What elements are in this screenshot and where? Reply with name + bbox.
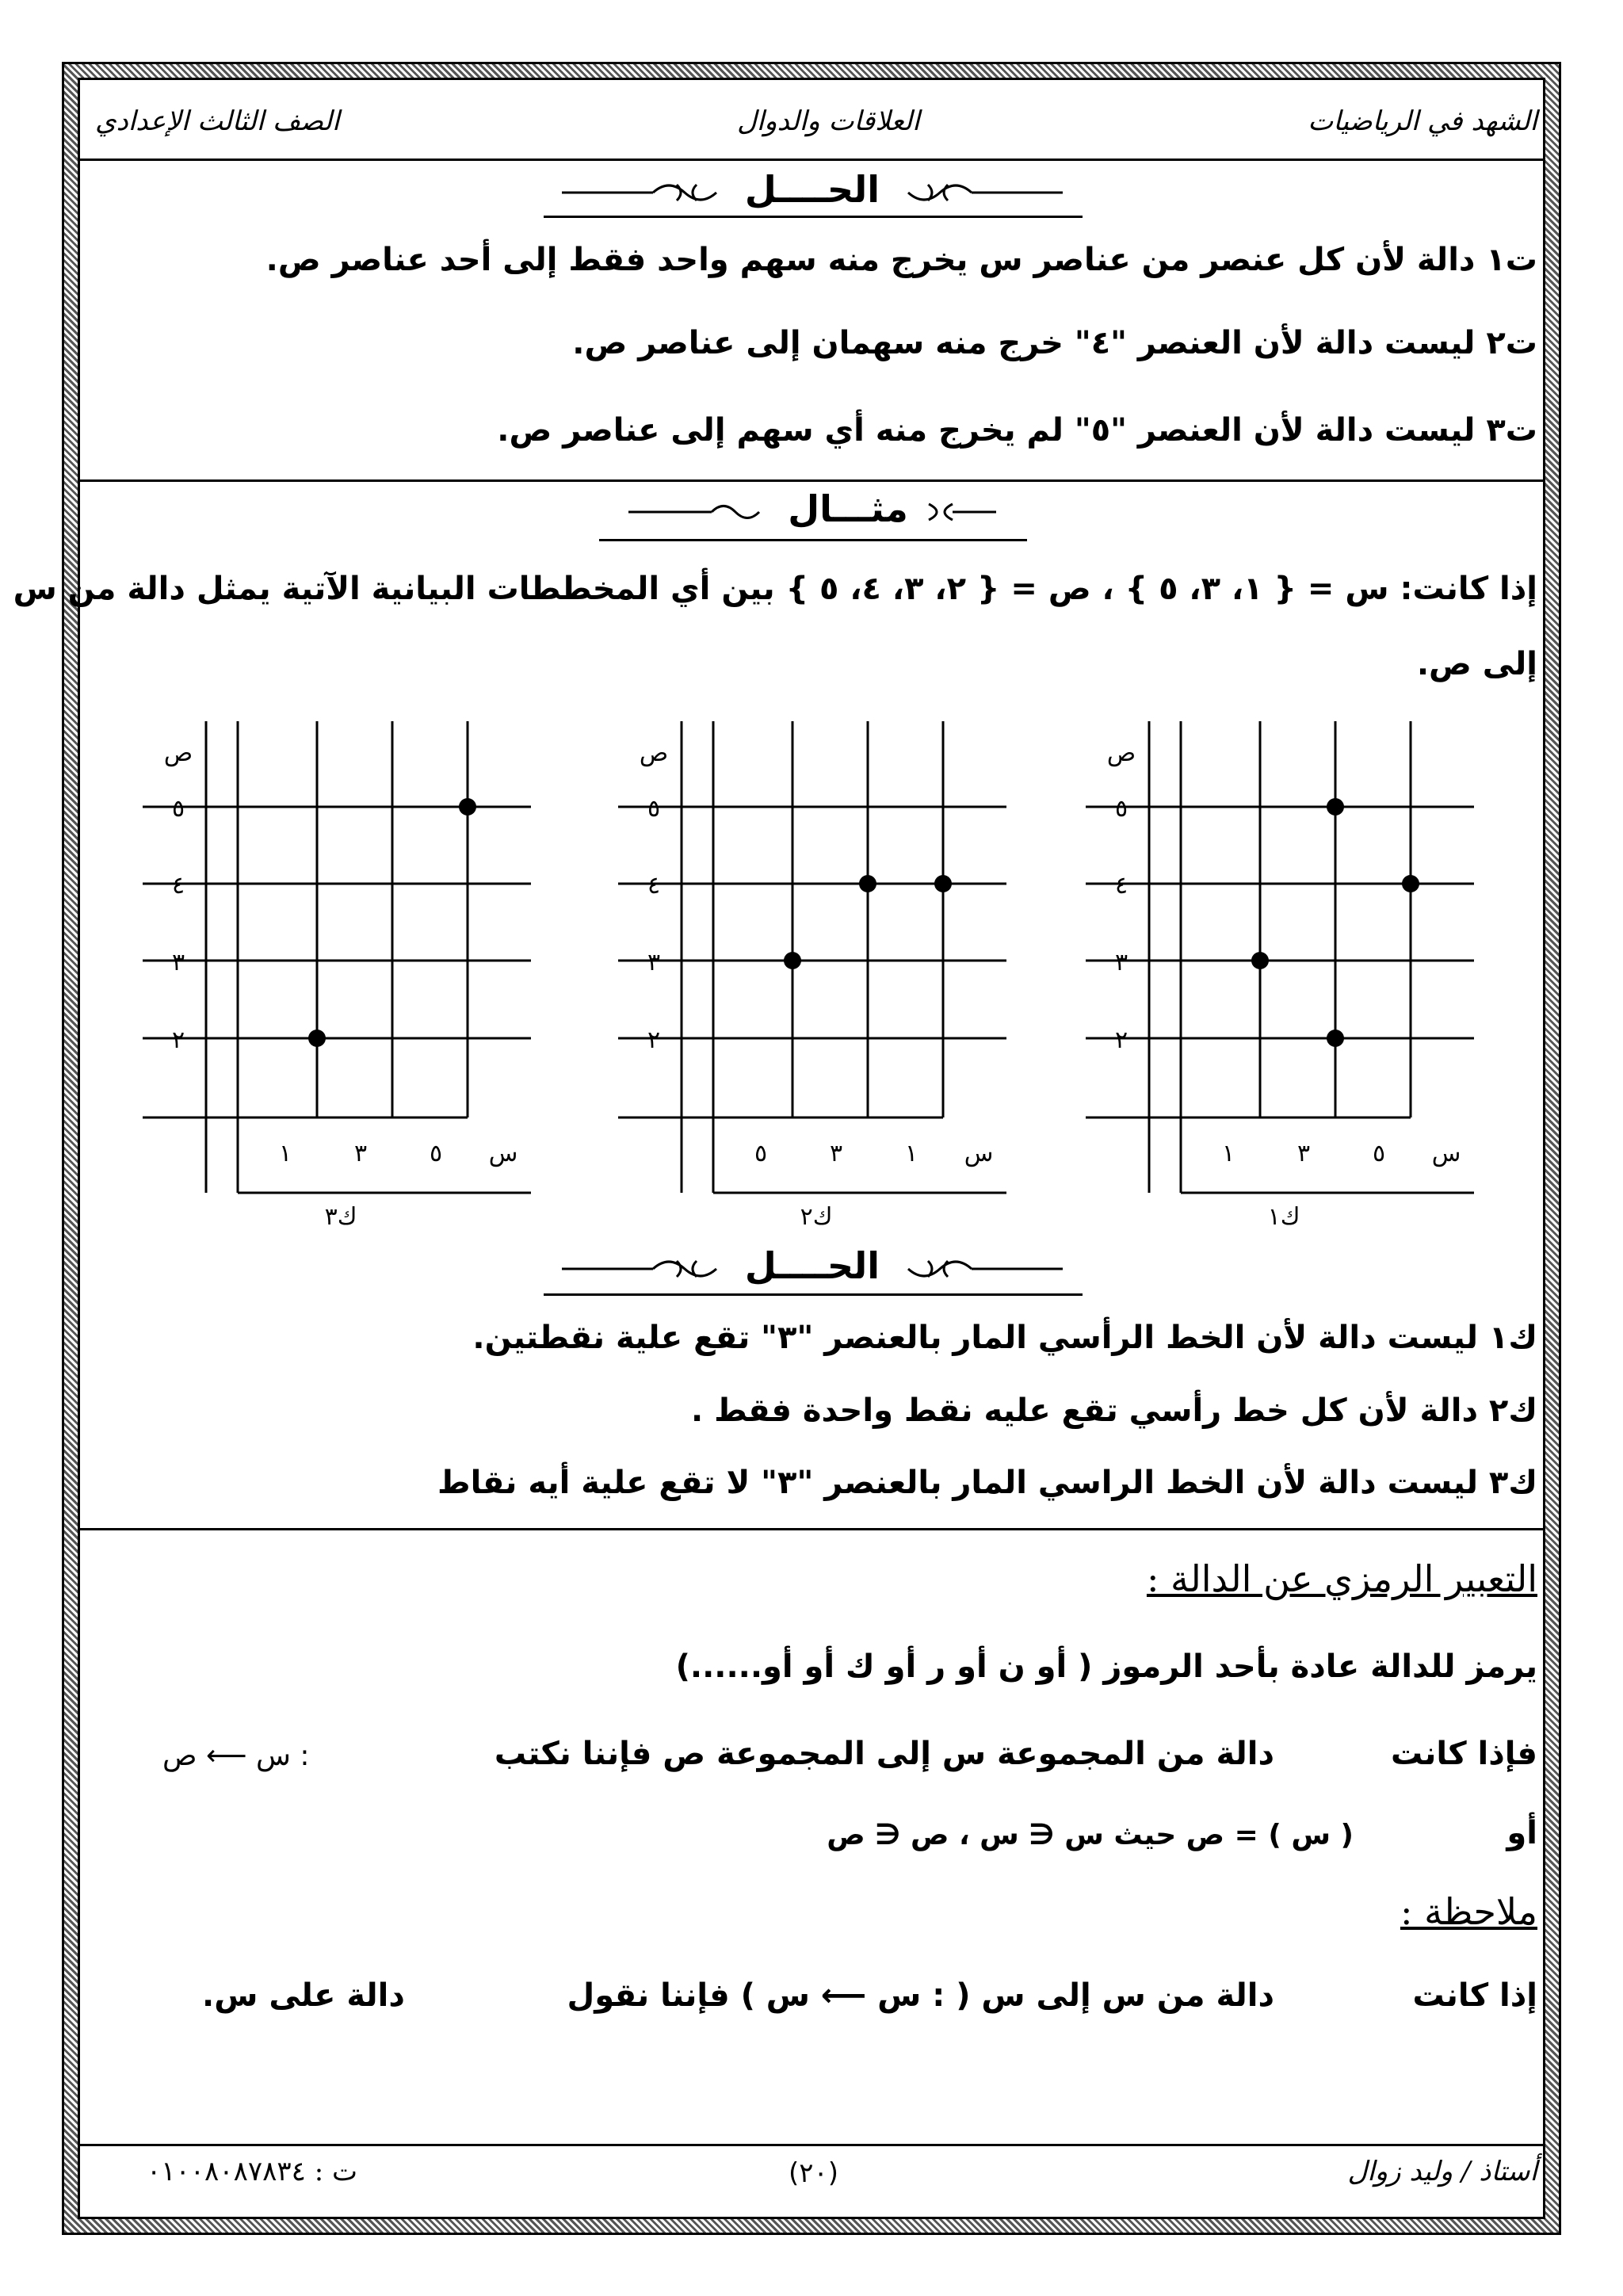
- x-tick-label: ٣: [353, 1140, 368, 1167]
- y-tick-label: ٥: [647, 795, 661, 823]
- header-topic: العلاقات والدوال: [737, 105, 920, 137]
- title-underline: [544, 216, 1083, 218]
- note-line-c: دالة على س.: [202, 1977, 405, 2014]
- x-tick-label: ١: [278, 1140, 292, 1167]
- ornament-icon: [921, 496, 1000, 528]
- solution-title-2: [539, 1244, 1086, 1287]
- solution-title-text: الحــــل: [744, 1244, 880, 1287]
- title-underline: [599, 539, 1027, 541]
- solution1-line-3: ت٣ ليست دالة لأن العنصر "٥" لم يخرج منه أي سهم إلى عناصر ص.: [497, 412, 1537, 449]
- y-axis-label: ص: [1106, 739, 1136, 767]
- data-point: [459, 798, 476, 816]
- ornament-icon: [624, 496, 775, 528]
- symbolic-heading: التعبير الرمزي عن الدالة :: [1146, 1557, 1537, 1600]
- data-point: [1327, 798, 1344, 816]
- solution-title-1: [539, 168, 1086, 211]
- x-tick-label: ٥: [429, 1140, 443, 1167]
- section-divider: [80, 1528, 1543, 1530]
- data-point: [308, 1030, 326, 1047]
- data-point: [1327, 1030, 1344, 1047]
- header-grade: الصف الثالث الإعدادي: [95, 105, 340, 137]
- symbolic-line-2b: دالة من المجموعة س إلى المجموعة ص فإننا نكتب: [494, 1736, 1274, 1772]
- example-line-1: إذا كانت: س = { ١، ٣، ٥ } ، ص = { ٢، ٣، ٤، ٥ } بين أي المخططات البيانية الآتية يمثل دالة من س: [13, 571, 1537, 607]
- symbolic-line-3a: أو: [1507, 1815, 1537, 1851]
- header-subject: الشهد في الرياضيات: [1308, 105, 1537, 137]
- symbolic-line-2a: فإذا كانت: [1390, 1736, 1537, 1772]
- y-tick-label: ٣: [647, 949, 661, 976]
- section-divider: [80, 479, 1543, 482]
- x-tick-label: س: [488, 1140, 518, 1167]
- page-number: (٢٠): [789, 2157, 839, 2189]
- data-point: [1402, 875, 1419, 892]
- footer-teacher: أستاذ / وليد زوال: [1347, 2156, 1537, 2187]
- solution2-line-1: ك١ ليست دالة لأن الخط الرأسي المار بالعنصر "٣" تقع علية نقطتين.: [472, 1320, 1537, 1356]
- x-tick-label: ٥: [754, 1140, 768, 1167]
- x-tick-label: ١: [904, 1140, 918, 1167]
- graph-label: ك١: [1267, 1203, 1300, 1228]
- solution2-line-3: ك٣ ليست دالة لأن الخط الراسي المار بالعنصر "٣" لا تقع علية أيه نقاط: [437, 1465, 1537, 1501]
- footer-phone: ت : ٠١٠٠٨٠٨٧٨٣٤: [147, 2156, 357, 2187]
- x-tick-label: ٣: [1296, 1140, 1311, 1167]
- data-point: [934, 875, 952, 892]
- y-axis-label: ص: [639, 739, 669, 767]
- solution-title-text: الحــــل: [744, 168, 880, 211]
- x-tick-label: س: [1431, 1140, 1461, 1167]
- x-tick-label: س: [964, 1140, 994, 1167]
- data-point: [859, 875, 876, 892]
- ornament-icon: [892, 1253, 1067, 1285]
- y-tick-label: ٣: [171, 949, 185, 976]
- x-tick-label: ٣: [829, 1140, 843, 1167]
- example-title-text: مثـــال: [788, 487, 908, 530]
- y-tick-label: ٣: [1114, 949, 1128, 976]
- header-divider: [80, 159, 1543, 161]
- symbolic-line-3b: ( س ) = ص حيث س ∈ س ، ص ∈ ص: [827, 1819, 1354, 1851]
- graph-k1: [1086, 721, 1482, 1228]
- data-point: [1251, 952, 1269, 969]
- example-title: [594, 487, 1030, 530]
- y-tick-label: ٤: [1114, 872, 1128, 900]
- example-line-2: إلى ص.: [1416, 646, 1537, 682]
- y-axis-label: ص: [163, 739, 193, 767]
- symbolic-line-1: يرمز للدالة عادة بأحد الرموز ( أو ن أو ر أو ك أو أو......): [675, 1648, 1537, 1685]
- solution1-line-1: ت١ دالة لأن كل عنصر من عناصر س يخرج منه سهم واحد فقط إلى أحد عناصر ص.: [265, 242, 1537, 278]
- graph-label: ك٢: [800, 1203, 833, 1228]
- y-tick-label: ٢: [1114, 1026, 1128, 1054]
- ornament-icon: [892, 177, 1067, 208]
- x-tick-label: ٥: [1372, 1140, 1386, 1167]
- graph-k2: [618, 721, 1014, 1228]
- y-tick-label: ٥: [171, 795, 185, 823]
- note-line-b: دالة من س إلى س ( : س ⟵ س ) فإننا نقول: [567, 1977, 1274, 2014]
- y-tick-label: ٤: [647, 872, 661, 900]
- symbolic-line-2c: : س ⟵ ص: [162, 1740, 310, 1772]
- graph-label: ك٣: [324, 1203, 357, 1228]
- title-underline: [544, 1293, 1083, 1296]
- note-line-a: إذا كانت: [1412, 1977, 1537, 2014]
- graph-k3: [143, 721, 539, 1228]
- note-heading: ملاحظة :: [1400, 1890, 1537, 1933]
- x-tick-label: ١: [1221, 1140, 1235, 1167]
- ornament-icon: [558, 177, 732, 208]
- y-tick-label: ٥: [1114, 795, 1128, 823]
- ornament-icon: [558, 1253, 732, 1285]
- y-tick-label: ٢: [647, 1026, 661, 1054]
- y-tick-label: ٤: [171, 872, 185, 900]
- solution2-line-2: ك٢ دالة لأن كل خط رأسي تقع عليه نقط واحدة فقط .: [690, 1392, 1537, 1429]
- data-point: [784, 952, 801, 969]
- y-tick-label: ٢: [171, 1026, 185, 1054]
- solution1-line-2: ت٢ ليست دالة لأن العنصر "٤" خرج منه سهمان إلى عناصر ص.: [572, 325, 1537, 361]
- footer-divider: [80, 2144, 1543, 2146]
